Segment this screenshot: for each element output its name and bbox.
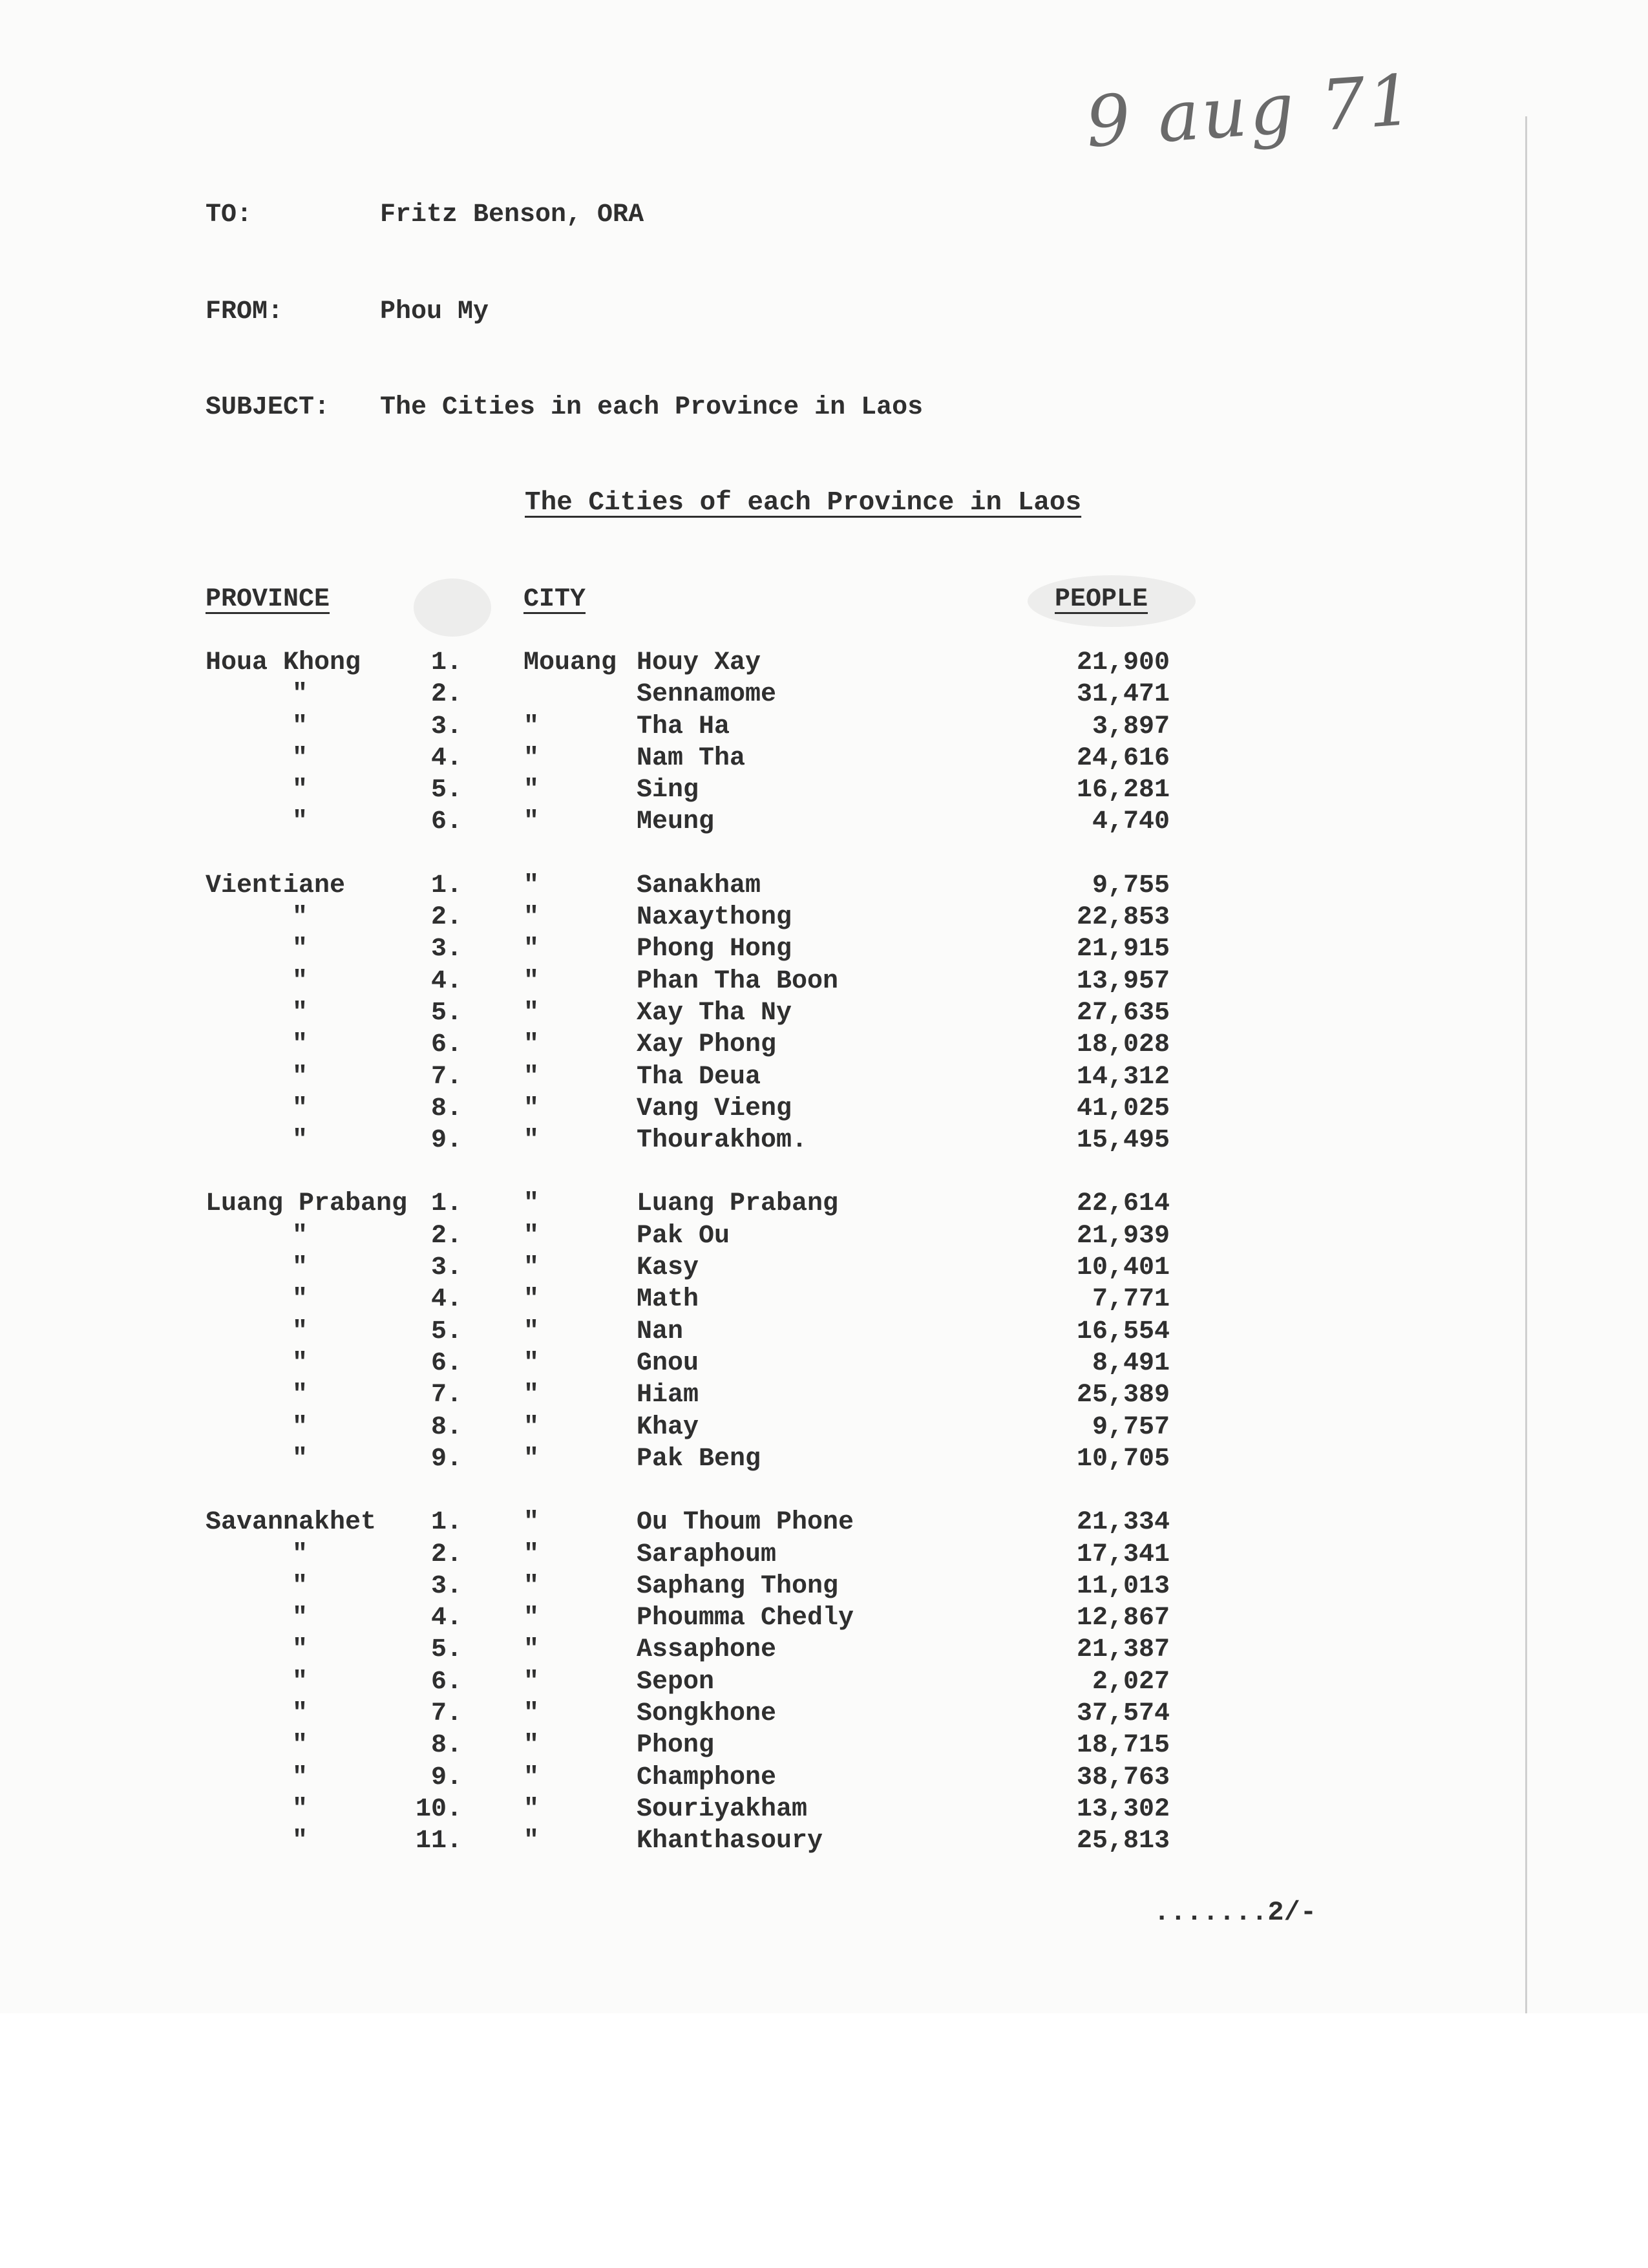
row-number-cell: 6. [430, 1030, 462, 1059]
city-prefix-cell: " [523, 1604, 540, 1633]
population-cell: 12,867 [1076, 1604, 1170, 1633]
population-cell: 21,915 [1076, 935, 1170, 964]
population-cell: 10,705 [1076, 1445, 1170, 1474]
row-number-cell: 5. [430, 1635, 462, 1664]
table-row [0, 776, 1648, 808]
table-row [0, 1222, 1648, 1254]
city-prefix-cell: " [523, 1285, 540, 1314]
population-cell: 18,715 [1076, 1731, 1170, 1760]
province-cell: " [292, 776, 308, 805]
population-cell: 21,900 [1076, 648, 1170, 677]
province-cell: " [292, 1604, 308, 1633]
row-number-cell: 9. [430, 1445, 462, 1474]
population-cell: 22,853 [1076, 903, 1170, 932]
city-name-cell: Hiam [637, 1381, 699, 1410]
city-prefix-cell: " [523, 1222, 540, 1251]
table-row [0, 1285, 1648, 1317]
province-cell: " [292, 967, 308, 996]
city-name-cell: Khay [637, 1413, 699, 1442]
population-cell: 38,763 [1076, 1763, 1170, 1792]
population-cell: 3,897 [1092, 712, 1170, 741]
city-name-cell: Gnou [637, 1349, 699, 1378]
province-cell: " [292, 1827, 308, 1856]
city-name-cell: Ou Thoum Phone [637, 1508, 854, 1537]
row-number-cell: 4. [430, 744, 462, 773]
row-number-cell: 2. [430, 1222, 462, 1251]
population-cell: 4,740 [1092, 807, 1170, 836]
table-title: The Cities of each Province in Laos [525, 488, 1082, 518]
city-prefix-cell: " [523, 1795, 540, 1824]
city-prefix-cell: " [523, 1508, 540, 1537]
row-number-cell: 6. [430, 1668, 462, 1697]
column-header-people: PEOPLE [1055, 585, 1148, 614]
city-name-cell: Souriyakham [637, 1795, 808, 1824]
table-row [0, 1126, 1648, 1158]
city-prefix-cell: " [523, 903, 540, 932]
row-number-cell: 3. [430, 712, 462, 741]
population-cell: 41,025 [1076, 1094, 1170, 1123]
province-cell: " [292, 1731, 308, 1760]
population-cell: 7,771 [1092, 1285, 1170, 1314]
table-row [0, 1253, 1648, 1286]
city-prefix-cell: " [523, 807, 540, 836]
city-name-cell: Pak Beng [637, 1445, 761, 1474]
city-name-cell: Phong Hong [637, 935, 792, 964]
city-prefix-cell: " [523, 871, 540, 900]
city-name-cell: Math [637, 1285, 699, 1314]
city-prefix-cell: " [523, 1668, 540, 1697]
province-cell: " [292, 1572, 308, 1601]
city-prefix-cell: " [523, 1827, 540, 1856]
row-number-cell: 9. [430, 1763, 462, 1792]
table-row [0, 1445, 1648, 1477]
column-header-city: CITY [523, 585, 586, 614]
to-value: Fritz Benson, ORA [380, 200, 644, 229]
row-number-cell: 3. [430, 1253, 462, 1282]
province-cell: " [292, 1126, 308, 1155]
table-row [0, 807, 1648, 840]
row-number-cell: 1. [430, 1189, 462, 1218]
table-row [0, 1413, 1648, 1445]
province-cell: " [292, 807, 308, 836]
city-prefix-cell: " [523, 712, 540, 741]
row-number-cell: 6. [430, 1349, 462, 1378]
city-name-cell: Xay Phong [637, 1030, 777, 1059]
row-number-cell: 1. [430, 1508, 462, 1537]
city-name-cell: Khanthasoury [637, 1827, 823, 1856]
table-row [0, 1827, 1648, 1859]
city-name-cell: Houy Xay [637, 648, 761, 677]
table-row [0, 744, 1648, 776]
row-number-cell: 2. [430, 680, 462, 709]
population-cell: 16,554 [1076, 1317, 1170, 1346]
population-cell: 17,341 [1076, 1540, 1170, 1569]
city-name-cell: Naxaythong [637, 903, 792, 932]
row-number-cell: 7. [430, 1063, 462, 1092]
ink-smudge [414, 578, 491, 637]
province-cell: " [292, 1795, 308, 1824]
population-cell: 9,757 [1092, 1413, 1170, 1442]
city-prefix-cell: " [523, 1126, 540, 1155]
table-row [0, 1572, 1648, 1604]
table-row [0, 680, 1648, 712]
city-name-cell: Phong [637, 1731, 715, 1760]
province-cell: " [292, 903, 308, 932]
city-name-cell: Tha Ha [637, 712, 730, 741]
row-number-cell: 2. [430, 1540, 462, 1569]
table-row [0, 1668, 1648, 1700]
population-cell: 31,471 [1076, 680, 1170, 709]
table-row [0, 1795, 1648, 1827]
row-number-cell: 4. [430, 1285, 462, 1314]
city-name-cell: Saphang Thong [637, 1572, 839, 1601]
column-header-province: PROVINCE [206, 585, 330, 614]
row-number-cell: 3. [430, 1572, 462, 1601]
row-number-cell: 4. [430, 967, 462, 996]
table-row [0, 1030, 1648, 1063]
row-number-cell: 8. [430, 1094, 462, 1123]
row-number-cell: 6. [430, 807, 462, 836]
row-number-cell: 7. [430, 1381, 462, 1410]
population-cell: 11,013 [1076, 1572, 1170, 1601]
city-name-cell: Phoumma Chedly [637, 1604, 854, 1633]
city-name-cell: Nan [637, 1317, 684, 1346]
city-name-cell: Pak Ou [637, 1222, 730, 1251]
city-name-cell: Sennamome [637, 680, 777, 709]
province-cell: " [292, 1445, 308, 1474]
population-cell: 21,939 [1076, 1222, 1170, 1251]
province-cell: " [292, 1540, 308, 1569]
province-cell: " [292, 1349, 308, 1378]
province-cell: " [292, 680, 308, 709]
row-number-cell: 9. [430, 1126, 462, 1155]
city-prefix-cell: " [523, 1094, 540, 1123]
city-name-cell: Sing [637, 776, 699, 805]
city-prefix-cell: " [523, 1030, 540, 1059]
row-number-cell: 5. [430, 1317, 462, 1346]
city-prefix-cell: " [523, 776, 540, 805]
table-row [0, 871, 1648, 904]
province-cell: Houa Khong [206, 648, 361, 677]
population-cell: 10,401 [1076, 1253, 1170, 1282]
city-prefix-cell: " [523, 1635, 540, 1664]
city-prefix-cell: " [523, 1349, 540, 1378]
province-cell: " [292, 1668, 308, 1697]
province-cell: " [292, 1317, 308, 1346]
province-cell: " [292, 1030, 308, 1059]
population-cell: 8,491 [1092, 1349, 1170, 1378]
city-prefix-cell: " [523, 1572, 540, 1601]
population-cell: 21,387 [1076, 1635, 1170, 1664]
province-cell: " [292, 1285, 308, 1314]
table-row [0, 1094, 1648, 1127]
population-cell: 24,616 [1076, 744, 1170, 773]
table-row [0, 1189, 1648, 1222]
page-bottom-margin [0, 2013, 1648, 2268]
population-cell: 13,302 [1076, 1795, 1170, 1824]
city-name-cell: Vang Vieng [637, 1094, 792, 1123]
city-prefix-cell: Mouang [523, 648, 617, 677]
city-prefix-cell: " [523, 1253, 540, 1282]
province-cell: " [292, 744, 308, 773]
city-prefix-cell: " [523, 1189, 540, 1218]
province-cell: " [292, 1381, 308, 1410]
city-prefix-cell: " [523, 1063, 540, 1092]
population-cell: 9,755 [1092, 871, 1170, 900]
row-number-cell: 8. [430, 1731, 462, 1760]
population-cell: 25,389 [1076, 1381, 1170, 1410]
province-cell: " [292, 1763, 308, 1792]
province-cell: " [292, 1699, 308, 1728]
province-cell: " [292, 712, 308, 741]
population-cell: 21,334 [1076, 1508, 1170, 1537]
city-prefix-cell: " [523, 1731, 540, 1760]
city-prefix-cell: " [523, 744, 540, 773]
row-number-cell: 4. [430, 1604, 462, 1633]
row-number-cell: 10. [415, 1795, 462, 1824]
city-prefix-cell: " [523, 1699, 540, 1728]
table-row [0, 1317, 1648, 1350]
table-row [0, 999, 1648, 1031]
population-cell: 18,028 [1076, 1030, 1170, 1059]
city-name-cell: Thourakhom. [637, 1126, 808, 1155]
province-cell: " [292, 1094, 308, 1123]
city-name-cell: Songkhone [637, 1699, 777, 1728]
population-cell: 27,635 [1076, 999, 1170, 1028]
subject-label: SUBJECT: [206, 393, 330, 422]
table-row [0, 935, 1648, 967]
city-prefix-cell: " [523, 1381, 540, 1410]
table-row [0, 1763, 1648, 1796]
province-cell: " [292, 1063, 308, 1092]
city-prefix-cell: " [523, 935, 540, 964]
population-cell: 16,281 [1076, 776, 1170, 805]
row-number-cell: 2. [430, 903, 462, 932]
population-cell: 2,027 [1092, 1668, 1170, 1697]
city-name-cell: Xay Tha Ny [637, 999, 792, 1028]
table-row [0, 1381, 1648, 1413]
population-cell: 22,614 [1076, 1189, 1170, 1218]
table-row [0, 1731, 1648, 1763]
province-cell: " [292, 1253, 308, 1282]
row-number-cell: 11. [415, 1827, 462, 1856]
table-row [0, 1063, 1648, 1095]
city-name-cell: Luang Prabang [637, 1189, 839, 1218]
city-prefix-cell: " [523, 999, 540, 1028]
city-name-cell: Assaphone [637, 1635, 777, 1664]
city-name-cell: Sepon [637, 1668, 715, 1697]
province-cell: " [292, 999, 308, 1028]
table-row [0, 967, 1648, 999]
subject-value: The Cities in each Province in Laos [380, 393, 924, 422]
table-row [0, 903, 1648, 935]
table-row [0, 1635, 1648, 1668]
table-row [0, 712, 1648, 745]
handwritten-date: 9 aug 71 [1083, 59, 1418, 164]
row-number-cell: 5. [430, 999, 462, 1028]
table-row [0, 1349, 1648, 1381]
table-row [0, 1699, 1648, 1732]
province-cell: " [292, 935, 308, 964]
row-number-cell: 3. [430, 935, 462, 964]
population-cell: 14,312 [1076, 1063, 1170, 1092]
table-row [0, 1604, 1648, 1636]
province-cell: Luang Prabang [206, 1189, 408, 1218]
province-cell: " [292, 1222, 308, 1251]
row-number-cell: 7. [430, 1699, 462, 1728]
row-number-cell: 5. [430, 776, 462, 805]
population-cell: 25,813 [1076, 1827, 1170, 1856]
city-name-cell: Kasy [637, 1253, 699, 1282]
row-number-cell: 1. [430, 871, 462, 900]
from-value: Phou My [380, 297, 489, 326]
city-name-cell: Tha Deua [637, 1063, 761, 1092]
city-prefix-cell: " [523, 1445, 540, 1474]
to-label: TO: [206, 200, 253, 229]
city-prefix-cell: " [523, 967, 540, 996]
table-row [0, 1508, 1648, 1540]
population-cell: 15,495 [1076, 1126, 1170, 1155]
city-name-cell: Champhone [637, 1763, 777, 1792]
province-cell: " [292, 1635, 308, 1664]
city-name-cell: Meung [637, 807, 715, 836]
province-cell: Savannakhet [206, 1508, 377, 1537]
table-row [0, 648, 1648, 681]
city-name-cell: Nam Tha [637, 744, 746, 773]
city-name-cell: Sanakham [637, 871, 761, 900]
province-cell: Vientiane [206, 871, 346, 900]
city-prefix-cell: " [523, 1317, 540, 1346]
table-row [0, 1540, 1648, 1573]
population-cell: 37,574 [1076, 1699, 1170, 1728]
city-prefix-cell: " [523, 1763, 540, 1792]
city-prefix-cell: " [523, 1413, 540, 1442]
row-number-cell: 8. [430, 1413, 462, 1442]
city-name-cell: Saraphoum [637, 1540, 777, 1569]
city-name-cell: Phan Tha Boon [637, 967, 839, 996]
page-continuation-marker: .......2/- [1154, 1897, 1317, 1928]
from-label: FROM: [206, 297, 284, 326]
population-cell: 13,957 [1076, 967, 1170, 996]
row-number-cell: 1. [430, 648, 462, 677]
province-cell: " [292, 1413, 308, 1442]
city-prefix-cell: " [523, 1540, 540, 1569]
